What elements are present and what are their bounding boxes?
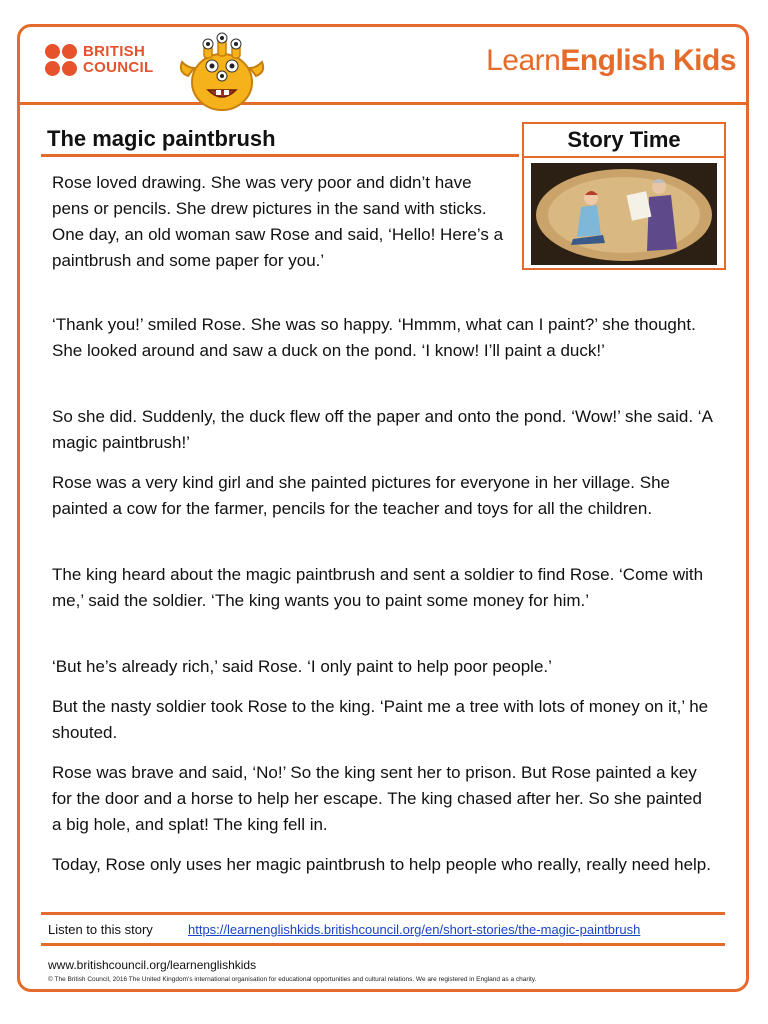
story-paragraph-4: Rose was a very kind girl and she painted pictures for everyone in her village. She painted a cow for the farmer, pencils for the teacher and toys for all the children. [52,473,671,518]
learnenglish-kids-logo [486,44,736,78]
brand-learn: Learn [486,44,561,77]
header-divider [17,102,749,105]
story-time-label: Story Time [567,127,681,152]
story-illustration [531,163,717,265]
copyright-notice: © The British Council, 2016 The United Kingdom’s international organisation for educational opportunities and cultural relations. We are registered in England as a charity. [48,976,537,983]
story-paragraph-1: Rose loved drawing. She was very poor and didn’t have pens or pencils. She drew pictures in the sand with sticks. One day, an old woman saw Rose and said, ‘Hello! Here’s a paintbrush and some paper for you.’ [52,173,504,270]
listen-label: Listen to this story [48,922,153,937]
story-paragraph-6: ‘But he’s already rich,’ said Rose. ‘I only paint to help poor people.’ [52,657,552,676]
british-council-wordmark [83,44,153,76]
monster-mascot-icon [174,32,270,112]
footer-divider-top [41,912,725,915]
story-paragraph-7: But the nasty soldier took Rose to the king. ‘Paint me a tree with lots of money on it,’ he shouted. [52,697,709,742]
british-council-line2: COUNCIL [83,59,154,76]
story-title: The magic paintbrush [47,126,276,151]
story-paragraph-5: The king heard about the magic paintbrush and sent a soldier to find Rose. ‘Come with me,’ said the soldier. ‘The king wants you to paint some money for him.’ [52,565,704,610]
british-council-logo [45,44,153,76]
site-url: www.britishcouncil.org/learnenglishkids [48,958,257,972]
story-paragraph-3: So she did. Suddenly, the duck flew off the paper and onto the pond. ‘Wow!’ she said. ‘A magic paintbrush!’ [52,407,712,452]
title-underline [41,154,519,157]
story-paragraph-9: Today, Rose only uses her magic paintbrush to help people who really, really need help. [52,855,711,874]
british-council-line1: BRITISH [83,43,146,60]
story-paragraph-2: ‘Thank you!’ smiled Rose. She was so happy. ‘Hmmm, what can I paint?’ she thought. She looked around and saw a duck on the pond. ‘I know! I’ll paint a duck!’ [52,315,696,360]
story-paragraph-8: Rose was brave and said, ‘No!’ So the king sent her to prison. But Rose painted a key for the door and a horse to help her escape. The king chased after her. So she painted a big hole, and splat! The king fell in. [52,763,702,834]
story-audio-link[interactable]: https://learnenglishkids.britishcouncil.org/en/short-stories/the-magic-paintbrush [188,922,641,937]
brand-english-kids: English Kids [560,44,736,77]
footer-divider-bottom [41,943,725,946]
story-time-divider [524,156,724,158]
story-time-panel [522,122,726,270]
british-council-dots-icon [45,44,77,76]
